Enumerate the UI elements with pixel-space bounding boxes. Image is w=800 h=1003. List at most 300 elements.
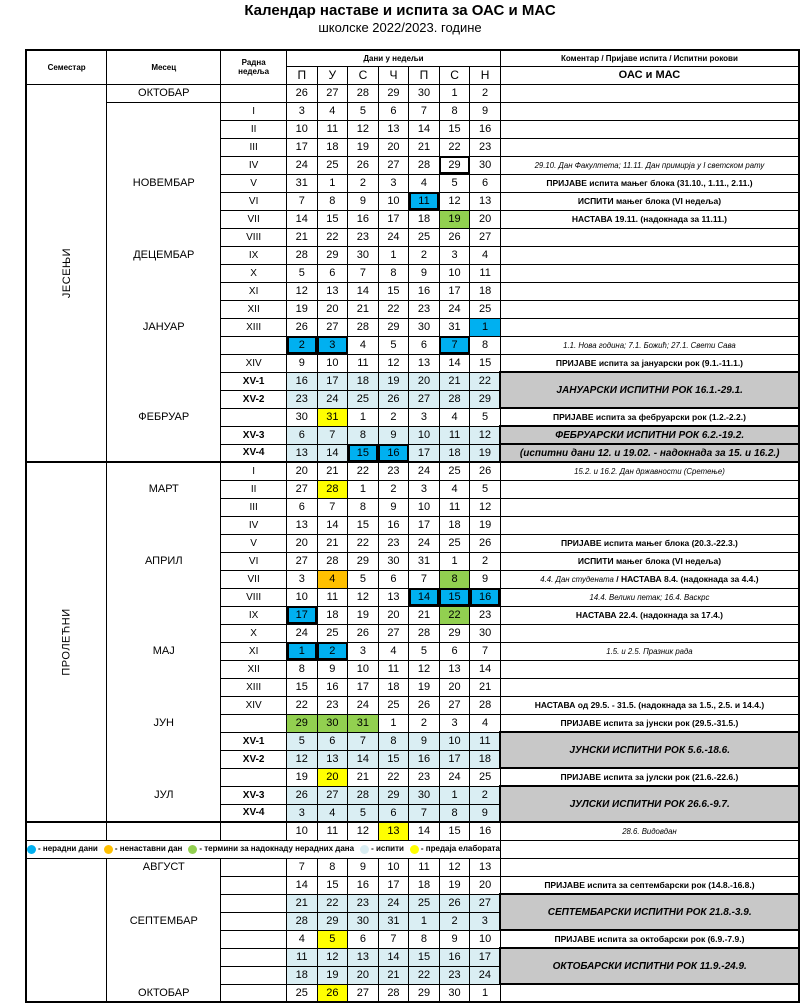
day-cell: 28 bbox=[439, 390, 470, 408]
day-cell: 25 bbox=[378, 696, 409, 714]
day-cell: 12 bbox=[287, 282, 318, 300]
makeup-dot-icon bbox=[188, 845, 197, 854]
month-header: Месец bbox=[107, 50, 221, 84]
day-cell: 13 bbox=[439, 660, 470, 678]
calendar-row bbox=[26, 318, 799, 336]
day-cell: 27 bbox=[378, 624, 409, 642]
calendar-row bbox=[26, 462, 799, 480]
day-cell: 10 bbox=[470, 930, 501, 948]
comment-cell: ИСПИТИ мањег блока (VI недеља) bbox=[500, 192, 799, 210]
day-cell: 13 bbox=[378, 120, 409, 138]
day-cell: 18 bbox=[378, 678, 409, 696]
month-cell bbox=[107, 138, 221, 156]
day-cell: 11 bbox=[317, 120, 348, 138]
day-cell: 19 bbox=[470, 444, 501, 462]
day-cell: 8 bbox=[348, 498, 379, 516]
day-cell: 14 bbox=[409, 822, 440, 840]
legend-spacer bbox=[500, 840, 799, 858]
month-cell: ЈАНУАР bbox=[107, 318, 221, 336]
day-cell: 28 bbox=[348, 84, 379, 102]
week-cell: I bbox=[221, 462, 287, 480]
day-cell: 18 bbox=[287, 966, 318, 984]
day-name-3: Ч bbox=[378, 66, 409, 84]
day-cell: 15 bbox=[378, 750, 409, 768]
week-cell: VII bbox=[221, 570, 287, 588]
day-cell: 22 bbox=[348, 534, 379, 552]
day-cell: 11 bbox=[439, 426, 470, 444]
day-cell: 16 bbox=[348, 210, 379, 228]
day-cell: 31 bbox=[409, 552, 440, 570]
day-cell: 6 bbox=[470, 174, 501, 192]
comment-cell: ПРИЈАВЕ испита за јунски рок (29.5.-31.5.) bbox=[500, 714, 799, 732]
day-cell: 13 bbox=[378, 822, 409, 840]
day-cell: 25 bbox=[287, 984, 318, 1002]
day-cell: 22 bbox=[317, 228, 348, 246]
day-cell: 13 bbox=[409, 354, 440, 372]
day-cell: 11 bbox=[409, 192, 440, 210]
week-header-l2: недеља bbox=[238, 67, 270, 77]
month-cell: НОВЕМБАР bbox=[107, 174, 221, 192]
day-cell: 9 bbox=[317, 660, 348, 678]
day-cell: 28 bbox=[378, 984, 409, 1002]
day-cell: 16 bbox=[378, 444, 409, 462]
month-cell bbox=[107, 696, 221, 714]
day-cell: 21 bbox=[409, 138, 440, 156]
day-cell: 23 bbox=[470, 138, 501, 156]
day-cell: 6 bbox=[317, 732, 348, 750]
month-cell bbox=[107, 804, 221, 822]
calendar-row bbox=[26, 714, 799, 732]
week-cell: XIV bbox=[221, 354, 287, 372]
day-cell: 23 bbox=[409, 768, 440, 786]
day-cell: 12 bbox=[348, 588, 379, 606]
day-cell: 31 bbox=[378, 912, 409, 930]
day-cell: 24 bbox=[409, 534, 440, 552]
day-cell: 7 bbox=[348, 732, 379, 750]
legend-exams: - испити bbox=[371, 844, 404, 854]
day-cell: 3 bbox=[287, 570, 318, 588]
day-cell: 31 bbox=[317, 408, 348, 426]
month-cell bbox=[107, 210, 221, 228]
day-cell: 4 bbox=[470, 246, 501, 264]
calendar-row bbox=[26, 354, 799, 372]
day-cell: 4 bbox=[409, 174, 440, 192]
day-cell: 19 bbox=[348, 138, 379, 156]
semester-autumn bbox=[26, 84, 107, 462]
day-cell: 17 bbox=[409, 516, 440, 534]
month-cell bbox=[107, 750, 221, 768]
comment-cell: 1.1. Нова година; 7.1. Божић; 27.1. Свети Сава bbox=[500, 336, 799, 354]
comment-cell: ПРИЈАВЕ испита за јануарски рок (9.1.-11.1.) bbox=[500, 354, 799, 372]
day-cell: 12 bbox=[287, 750, 318, 768]
month-cell bbox=[107, 354, 221, 372]
calendar-row bbox=[26, 426, 799, 444]
day-cell: 2 bbox=[378, 408, 409, 426]
day-cell: 16 bbox=[439, 948, 470, 966]
days-header: Дани у недељи bbox=[287, 50, 501, 66]
month-cell bbox=[107, 930, 221, 948]
day-cell: 10 bbox=[439, 732, 470, 750]
day-cell: 30 bbox=[409, 786, 440, 804]
day-name-6: Н bbox=[470, 66, 501, 84]
day-cell: 11 bbox=[287, 948, 318, 966]
day-cell: 29 bbox=[409, 984, 440, 1002]
month-cell bbox=[107, 390, 221, 408]
day-cell: 29 bbox=[317, 912, 348, 930]
month-cell bbox=[107, 264, 221, 282]
comment-cell bbox=[500, 660, 799, 678]
day-cell: 5 bbox=[439, 174, 470, 192]
day-cell: 13 bbox=[348, 948, 379, 966]
day-cell: 18 bbox=[317, 606, 348, 624]
comment-cell bbox=[500, 300, 799, 318]
calendar-row bbox=[26, 930, 799, 948]
day-cell: 16 bbox=[470, 588, 501, 606]
day-cell: 19 bbox=[348, 606, 379, 624]
day-cell: 1 bbox=[439, 84, 470, 102]
day-cell: 10 bbox=[287, 120, 318, 138]
calendar-row bbox=[26, 228, 799, 246]
day-cell: 24 bbox=[287, 156, 318, 174]
comment-cell bbox=[500, 984, 799, 1002]
month-cell bbox=[107, 156, 221, 174]
day-cell: 27 bbox=[287, 480, 318, 498]
week-cell bbox=[221, 84, 287, 102]
month-cell bbox=[107, 102, 221, 120]
week-cell: X bbox=[221, 624, 287, 642]
month-cell: ЈУЛ bbox=[107, 786, 221, 804]
month-cell bbox=[107, 732, 221, 750]
day-cell: 11 bbox=[317, 822, 348, 840]
day-cell: 16 bbox=[317, 678, 348, 696]
day-cell: 21 bbox=[348, 768, 379, 786]
comment-cell bbox=[500, 246, 799, 264]
week-cell: VII bbox=[221, 210, 287, 228]
day-cell: 25 bbox=[439, 534, 470, 552]
week-header bbox=[221, 50, 287, 84]
day-cell: 18 bbox=[409, 876, 440, 894]
day-cell: 9 bbox=[409, 264, 440, 282]
week-cell: XV-3 bbox=[221, 786, 287, 804]
day-cell: 10 bbox=[378, 858, 409, 876]
day-cell: 8 bbox=[439, 102, 470, 120]
day-cell: 13 bbox=[317, 282, 348, 300]
day-cell: 29 bbox=[378, 786, 409, 804]
week-cell: XV-3 bbox=[221, 426, 287, 444]
day-cell: 12 bbox=[470, 498, 501, 516]
day-cell: 30 bbox=[348, 246, 379, 264]
week-cell bbox=[221, 948, 287, 966]
page-title: Календар наставе и испита за ОАС и МАС bbox=[244, 2, 556, 19]
day-cell: 1 bbox=[378, 714, 409, 732]
week-cell: XI bbox=[221, 282, 287, 300]
week-cell: IV bbox=[221, 516, 287, 534]
day-cell: 15 bbox=[470, 354, 501, 372]
calendar-row bbox=[26, 894, 799, 912]
legend-noteaching: - ненаставни дан bbox=[114, 844, 183, 854]
week-cell bbox=[221, 822, 287, 840]
day-cell: 2 bbox=[409, 246, 440, 264]
day-cell: 10 bbox=[378, 192, 409, 210]
day-cell: 27 bbox=[317, 786, 348, 804]
day-cell: 26 bbox=[470, 534, 501, 552]
day-cell: 14 bbox=[378, 948, 409, 966]
day-cell: 1 bbox=[409, 912, 440, 930]
month-cell bbox=[107, 120, 221, 138]
day-cell: 27 bbox=[470, 894, 501, 912]
week-cell: XII bbox=[221, 300, 287, 318]
calendar-row bbox=[26, 120, 799, 138]
day-cell: 23 bbox=[317, 696, 348, 714]
day-name-5: С bbox=[439, 66, 470, 84]
day-cell: 27 bbox=[287, 552, 318, 570]
week-cell: XIV bbox=[221, 696, 287, 714]
day-cell: 26 bbox=[287, 84, 318, 102]
day-cell: 10 bbox=[287, 822, 318, 840]
day-cell: 4 bbox=[378, 642, 409, 660]
day-cell: 1 bbox=[348, 480, 379, 498]
day-cell: 30 bbox=[470, 156, 501, 174]
comment-cell: ПРИЈАВЕ испита за јулски рок (21.6.-22.6.) bbox=[500, 768, 799, 786]
day-cell: 26 bbox=[348, 624, 379, 642]
day-cell: 10 bbox=[439, 264, 470, 282]
legend-makeup: - термини за надокнаду нерадних дана bbox=[199, 844, 355, 854]
day-cell: 28 bbox=[470, 696, 501, 714]
legend bbox=[27, 844, 500, 853]
day-cell: 14 bbox=[409, 120, 440, 138]
comment-cell bbox=[500, 480, 799, 498]
day-cell: 20 bbox=[470, 876, 501, 894]
month-cell bbox=[107, 228, 221, 246]
day-cell: 1 bbox=[439, 786, 470, 804]
comment-cell: 14.4. Велики петак; 16.4. Васкрс bbox=[500, 588, 799, 606]
day-cell: 7 bbox=[287, 858, 318, 876]
month-cell bbox=[107, 894, 221, 912]
day-cell: 29 bbox=[317, 246, 348, 264]
week-cell bbox=[221, 876, 287, 894]
day-cell: 4 bbox=[317, 804, 348, 822]
day-cell: 14 bbox=[348, 750, 379, 768]
week-cell bbox=[221, 768, 287, 786]
day-cell: 21 bbox=[287, 228, 318, 246]
day-cell: 8 bbox=[317, 858, 348, 876]
day-cell: 4 bbox=[439, 480, 470, 498]
day-cell: 11 bbox=[439, 498, 470, 516]
day-cell: 24 bbox=[348, 696, 379, 714]
legend-nonworking: - нерадни дани bbox=[38, 844, 98, 854]
day-cell: 23 bbox=[470, 606, 501, 624]
day-cell: 3 bbox=[287, 102, 318, 120]
day-cell: 16 bbox=[287, 372, 318, 390]
comment-cell bbox=[500, 138, 799, 156]
day-cell: 3 bbox=[287, 804, 318, 822]
day-cell: 5 bbox=[470, 408, 501, 426]
day-cell: 8 bbox=[439, 804, 470, 822]
day-cell: 21 bbox=[348, 300, 379, 318]
day-cell: 20 bbox=[287, 462, 318, 480]
day-cell: 6 bbox=[409, 336, 440, 354]
day-cell: 2 bbox=[378, 480, 409, 498]
day-cell: 14 bbox=[317, 516, 348, 534]
day-cell: 10 bbox=[409, 498, 440, 516]
comment-cell bbox=[500, 858, 799, 876]
day-cell: 8 bbox=[317, 192, 348, 210]
day-cell: 3 bbox=[409, 480, 440, 498]
week-cell: XIII bbox=[221, 678, 287, 696]
day-cell: 26 bbox=[470, 462, 501, 480]
day-cell: 8 bbox=[348, 426, 379, 444]
calendar-row bbox=[26, 984, 799, 1002]
comment-cell bbox=[500, 228, 799, 246]
day-name-1: У bbox=[317, 66, 348, 84]
day-cell: 14 bbox=[409, 588, 440, 606]
day-cell: 5 bbox=[348, 102, 379, 120]
day-cell: 2 bbox=[470, 552, 501, 570]
day-cell: 20 bbox=[348, 966, 379, 984]
week-cell bbox=[221, 894, 287, 912]
day-cell: 11 bbox=[378, 660, 409, 678]
calendar-row bbox=[26, 876, 799, 894]
day-cell: 7 bbox=[287, 192, 318, 210]
day-cell: 4 bbox=[470, 714, 501, 732]
calendar-row bbox=[26, 498, 799, 516]
day-cell: 26 bbox=[317, 984, 348, 1002]
day-cell: 4 bbox=[317, 102, 348, 120]
calendar-row bbox=[26, 624, 799, 642]
day-cell: 25 bbox=[439, 462, 470, 480]
semester-spring bbox=[26, 462, 107, 822]
calendar-row bbox=[26, 102, 799, 120]
day-cell: 5 bbox=[317, 930, 348, 948]
day-cell: 12 bbox=[439, 192, 470, 210]
day-cell: 2 bbox=[348, 174, 379, 192]
day-cell: 22 bbox=[317, 894, 348, 912]
day-cell: 5 bbox=[409, 642, 440, 660]
comment-cell bbox=[500, 570, 799, 588]
week-cell: XII bbox=[221, 660, 287, 678]
day-cell: 7 bbox=[439, 336, 470, 354]
noteaching-dot-icon bbox=[104, 845, 113, 854]
day-cell: 9 bbox=[378, 498, 409, 516]
calendar-row bbox=[26, 300, 799, 318]
comment-cell bbox=[500, 498, 799, 516]
day-cell: 17 bbox=[287, 606, 318, 624]
day-cell: 23 bbox=[378, 534, 409, 552]
week-cell: XIII bbox=[221, 318, 287, 336]
day-cell: 26 bbox=[439, 894, 470, 912]
day-cell: 17 bbox=[378, 876, 409, 894]
month-cell bbox=[107, 606, 221, 624]
day-cell: 28 bbox=[348, 786, 379, 804]
week-cell: I bbox=[221, 102, 287, 120]
day-cell: 13 bbox=[287, 516, 318, 534]
exam-period-block: ЈАНУАРСКИ ИСПИТНИ РОК 16.1.-29.1. bbox=[500, 372, 799, 408]
day-cell: 2 bbox=[470, 84, 501, 102]
month-cell bbox=[107, 534, 221, 552]
day-cell: 3 bbox=[439, 246, 470, 264]
month-cell bbox=[107, 678, 221, 696]
exam-period-block: ЈУЛСКИ ИСПИТНИ РОК 26.6.-9.7. bbox=[500, 786, 799, 822]
week-cell: XV-1 bbox=[221, 372, 287, 390]
day-cell: 21 bbox=[439, 372, 470, 390]
month-cell bbox=[107, 624, 221, 642]
day-cell: 13 bbox=[470, 192, 501, 210]
day-cell: 15 bbox=[348, 516, 379, 534]
day-cell: 29 bbox=[348, 552, 379, 570]
day-cell: 24 bbox=[287, 624, 318, 642]
day-cell: 7 bbox=[348, 264, 379, 282]
day-cell: 20 bbox=[439, 678, 470, 696]
day-cell: 17 bbox=[287, 138, 318, 156]
comment-cell: ПРИЈАВЕ испита мањег блока (31.10., 1.11., 2.11.) bbox=[500, 174, 799, 192]
week-cell: IX bbox=[221, 246, 287, 264]
comment-cell bbox=[500, 678, 799, 696]
day-cell: 17 bbox=[348, 678, 379, 696]
day-cell: 16 bbox=[409, 750, 440, 768]
day-cell: 22 bbox=[470, 372, 501, 390]
day-cell: 30 bbox=[439, 984, 470, 1002]
day-cell: 1 bbox=[317, 174, 348, 192]
month-cell bbox=[107, 660, 221, 678]
day-cell: 29 bbox=[378, 318, 409, 336]
day-cell: 25 bbox=[470, 300, 501, 318]
day-cell: 14 bbox=[348, 282, 379, 300]
day-cell: 8 bbox=[439, 570, 470, 588]
day-cell: 30 bbox=[378, 552, 409, 570]
week-cell bbox=[221, 966, 287, 984]
day-cell: 22 bbox=[287, 696, 318, 714]
week-cell: X bbox=[221, 264, 287, 282]
week-cell: III bbox=[221, 138, 287, 156]
day-cell: 27 bbox=[470, 228, 501, 246]
comment-cell: 29.10. Дан Факултета; 11.11. Дан примирја у I светском рату bbox=[500, 156, 799, 174]
calendar-row bbox=[26, 678, 799, 696]
day-cell: 16 bbox=[470, 120, 501, 138]
day-cell: 30 bbox=[409, 318, 440, 336]
day-cell: 22 bbox=[409, 966, 440, 984]
day-cell: 23 bbox=[348, 894, 379, 912]
day-cell: 12 bbox=[348, 822, 379, 840]
day-cell: 20 bbox=[378, 138, 409, 156]
week-cell: XV-1 bbox=[221, 732, 287, 750]
day-cell: 24 bbox=[409, 462, 440, 480]
day-cell: 12 bbox=[470, 426, 501, 444]
day-cell: 18 bbox=[317, 138, 348, 156]
calendar-row bbox=[26, 552, 799, 570]
day-cell: 3 bbox=[378, 174, 409, 192]
exam-period-block: (испитни дани 12. и 19.02. - надокнада за 15. и 16.2.) bbox=[500, 444, 799, 462]
semester-blank-summer bbox=[26, 858, 107, 1002]
day-cell: 21 bbox=[317, 534, 348, 552]
calendar-row bbox=[26, 210, 799, 228]
comment-cell: ПРИЈАВЕ испита за фебруарски рок (1.2.-2.2.) bbox=[500, 408, 799, 426]
day-cell: 25 bbox=[317, 156, 348, 174]
comment-cell: НАСТАВА од 29.5. - 31.5. (надокнада за 1.5., 2.5. и 14.4.) bbox=[500, 696, 799, 714]
day-cell: 28 bbox=[317, 480, 348, 498]
day-cell: 15 bbox=[317, 210, 348, 228]
day-cell: 3 bbox=[348, 642, 379, 660]
day-cell: 17 bbox=[317, 372, 348, 390]
calendar-row bbox=[26, 408, 799, 426]
calendar-row bbox=[26, 444, 799, 462]
day-cell: 15 bbox=[439, 822, 470, 840]
day-cell: 2 bbox=[317, 642, 348, 660]
week-cell: VIII bbox=[221, 228, 287, 246]
day-cell: 31 bbox=[439, 318, 470, 336]
comment-italic: 4.4. Дан студената bbox=[540, 575, 614, 584]
day-cell: 15 bbox=[409, 948, 440, 966]
comment-cell: 28.6. Видовдан bbox=[500, 822, 799, 840]
